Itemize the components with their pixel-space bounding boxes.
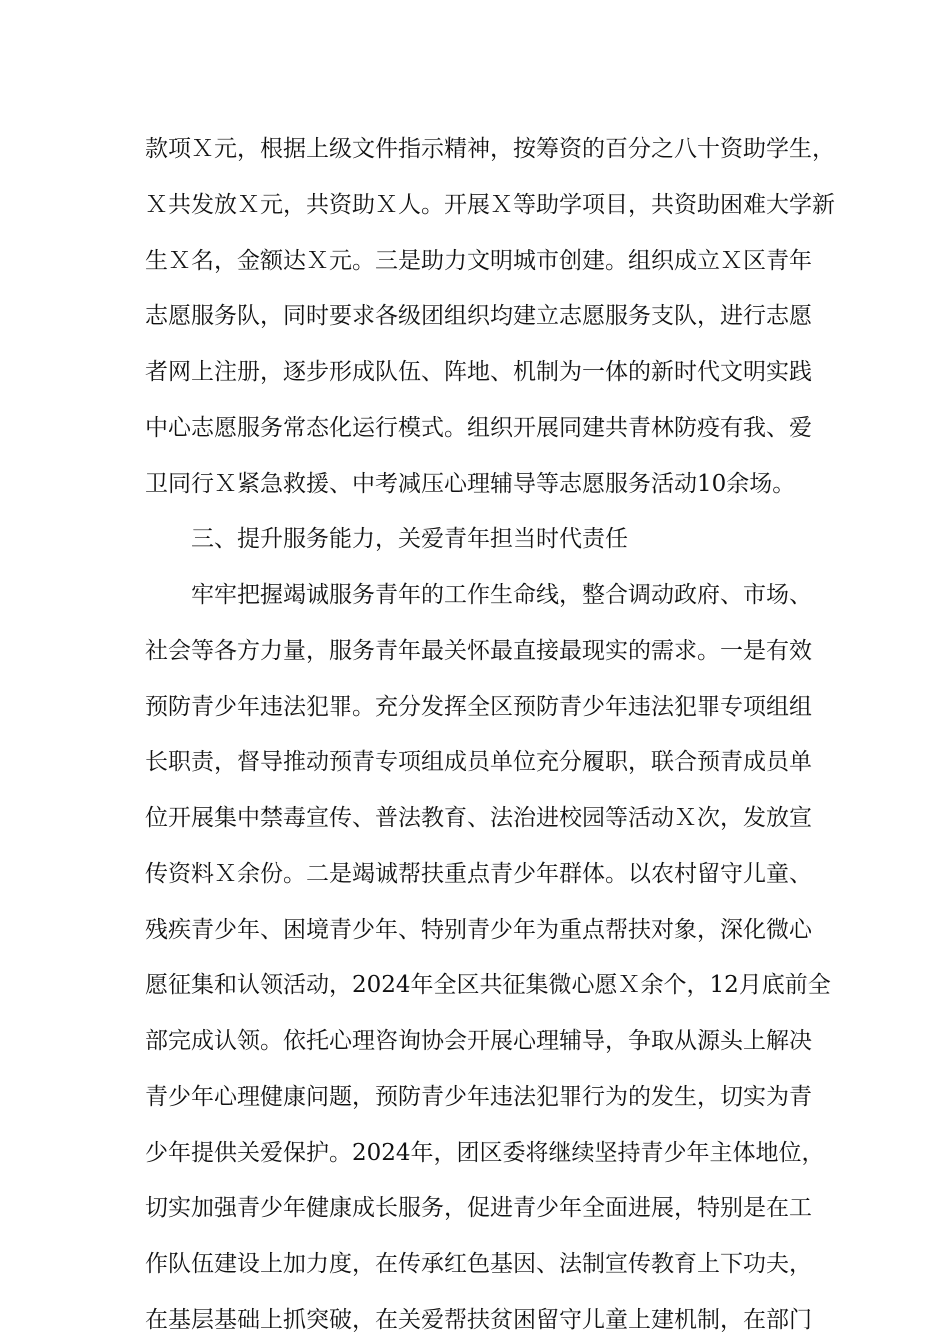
- body-text-line: 传资料Ｘ余份。二是竭诚帮扶重点青少年群体。以农村留守儿童、: [145, 860, 812, 887]
- body-text-line: 款项Ｘ元，根据上级文件指示精神，按筹资的百分之八十资助学生，: [145, 136, 835, 162]
- body-text-line: 残疾青少年、困境青少年、特别青少年为重点帮扶对象，深化微心: [145, 916, 812, 943]
- body-text-line: 预防青少年违法犯罪。充分发挥全区预防青少年违法犯罪专项组组: [145, 693, 812, 720]
- body-text-line: 在基层基础上抓突破，在关爱帮扶贫困留守儿童上建机制，在部门: [145, 1307, 812, 1333]
- body-text-line: 者网上注册，逐步形成队伍、阵地、机制为一体的新时代文明实践: [145, 359, 812, 386]
- body-text-line: 作队伍建设上加力度，在传承红色基因、法制宣传教育上下功夫，: [145, 1251, 812, 1278]
- paragraph-first-line: 牢牢把握竭诚服务青年的工作生命线，整合调动政府、市场、: [191, 582, 812, 609]
- body-text-line: 少年提供关爱保护。2024年，团区委将继续坚持青少年主体地位，: [145, 1139, 825, 1166]
- body-text-line: 部完成认领。依托心理咨询协会开展心理辅导，争取从源头上解决: [145, 1028, 812, 1055]
- body-text-line: 志愿服务队，同时要求各级团组织均建立志愿服务支队，进行志愿: [145, 303, 812, 330]
- body-text-line: 卫同行Ｘ紧急救援、中考减压心理辅导等志愿服务活动10余场。: [145, 470, 796, 497]
- body-text-line: 生Ｘ名，金额达Ｘ元。三是助力文明城市创建。组织成立Ｘ区青年: [145, 247, 812, 274]
- body-text-line: 社会等各方力量，服务青年最关怀最直接最现实的需求。一是有效: [145, 637, 812, 664]
- body-text-line: 切实加强青少年健康成长服务，促进青少年全面进展，特别是在工: [145, 1195, 812, 1222]
- body-text-line: 位开展集中禁毒宣传、普法教育、法治进校园等活动Ｘ次，发放宣: [145, 805, 812, 832]
- body-text-line: 青少年心理健康问题，预防青少年违法犯罪行为的发生，切实为青: [145, 1083, 812, 1110]
- body-text-line: Ｘ共发放Ｘ元，共资助Ｘ人。开展Ｘ等助学项目，共资助困难大学新: [145, 191, 835, 218]
- body-text-line: 中心志愿服务常态化运行模式。组织开展同建共青林防疫有我、爱: [145, 414, 812, 441]
- body-text-line: 愿征集和认领活动，2024年全区共征集微心愿Ｘ余个，12月底前全: [145, 972, 831, 999]
- section-heading: 三、提升服务能力，关爱青年担当时代责任: [191, 526, 628, 553]
- body-text-line: 长职责，督导推动预青专项组成员单位充分履职，联合预青成员单: [145, 749, 812, 776]
